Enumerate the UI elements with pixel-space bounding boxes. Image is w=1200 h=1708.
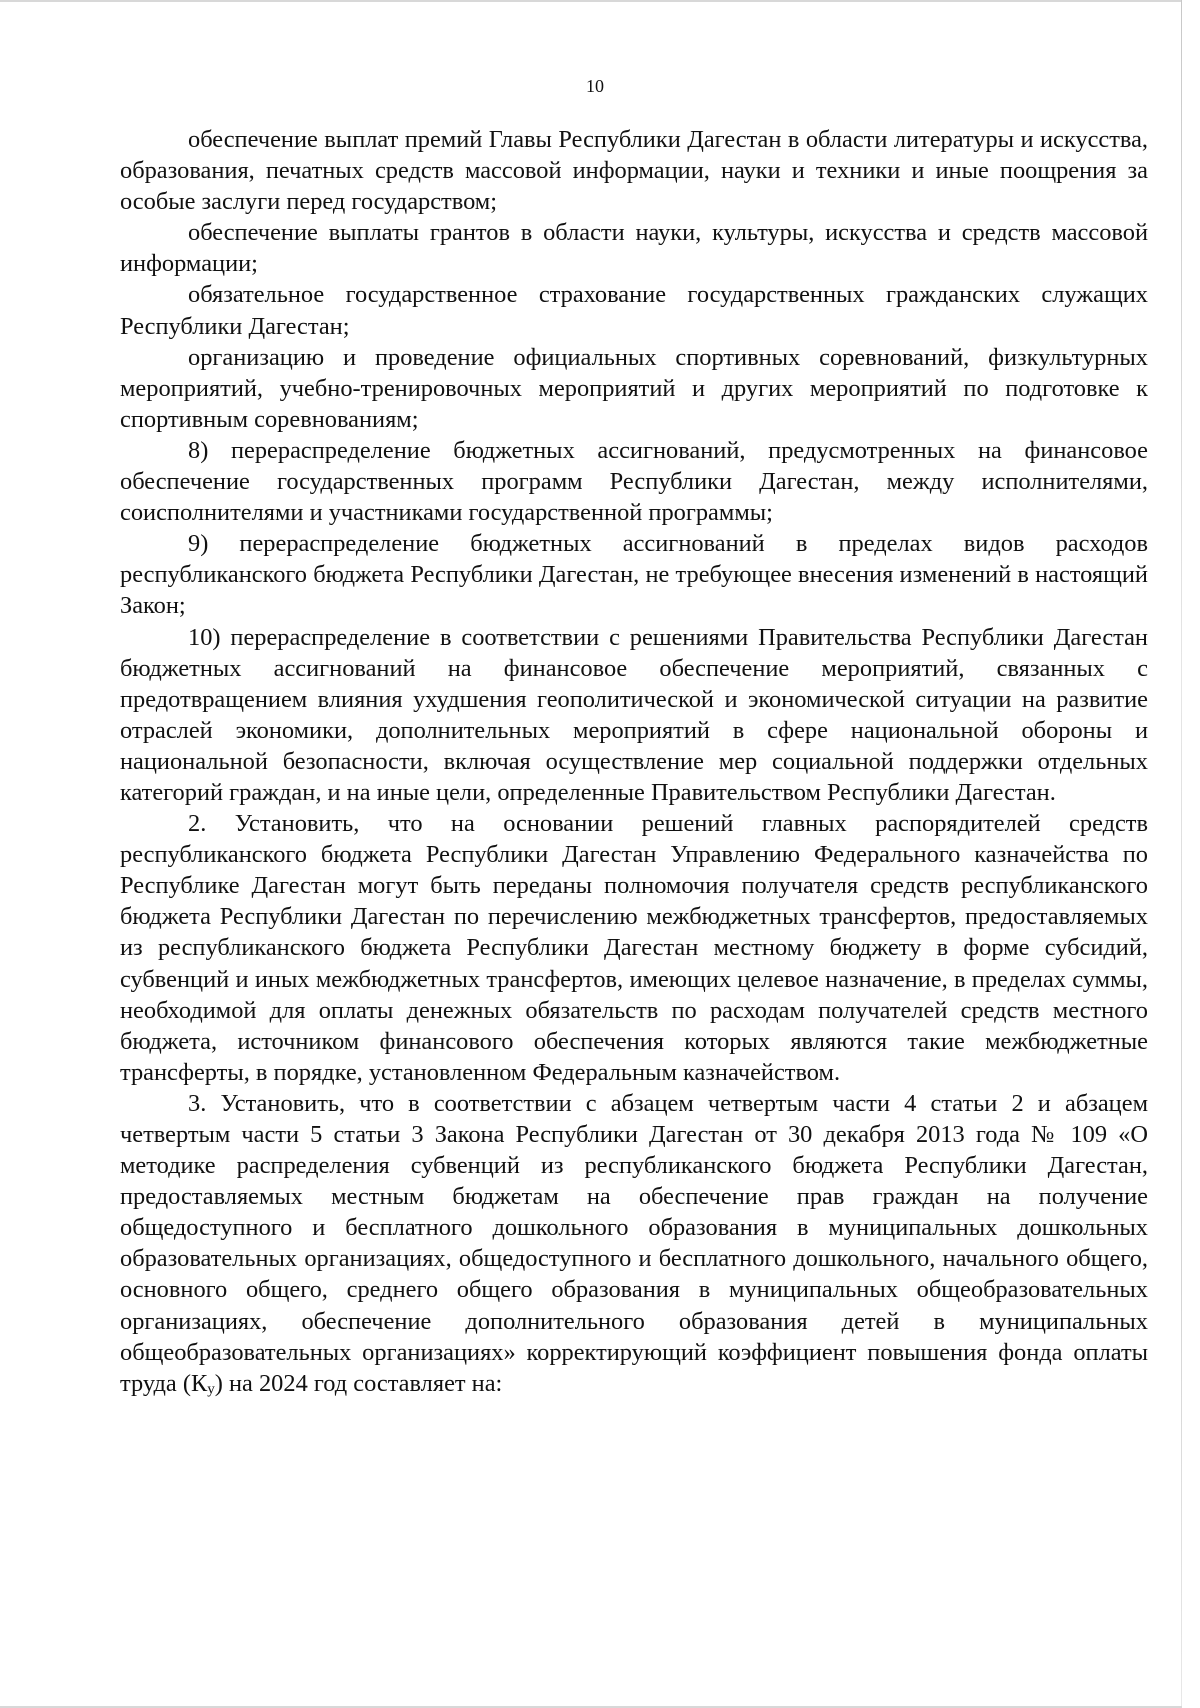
- scan-right-edge: [1181, 0, 1182, 1708]
- paragraph: обязательное государственное страхование государственных гражданских служащих Республики Дагестан;: [120, 281, 1148, 340]
- paragraph: организацию и проведение официальных спортивных соревнований, физкультурных мероприятий, учебно-тренировочных мероприятий и других мероприятий по подготовке к спортивным соревнованиям;: [120, 343, 1148, 433]
- final-text-before: 3. Установить, что в соответствии с абзацем четвертым части 4 статьи 2 и абзацем четвертым части 5 статьи 3 Закона Республики Дагестан от 30 декабря 2013 года № 109 «О методике распределения субвенций из республиканского бюджета Республики Дагестан, предоставляемых местным бюджетам на обеспечение прав граждан на получение общедоступного и бесплатного дошкольного образования в муниципальных дошкольных образовательных организациях, общедоступного и бесплатного дошкольного, начального общего, основного общего, среднего общего образования в муниципальных общеобразовательных организациях, обеспечение дополнительного образования детей в муниципальных общеобразовательных организациях» корректирующий коэффициент повышения фонда оплаты труда (К: [120, 1089, 1148, 1397]
- page-number: 10: [586, 76, 604, 96]
- paragraph: 2. Установить, что на основании решений главных распорядителей средств республиканского бюджета Республики Дагестан Управлению Федерального казначейства по Республике Дагестан могут быть переданы полномочия получателя средств республиканского бюджета Республики Дагестан по перечислению межбюджетных трансфертов, предоставляемых из республиканского бюджета Республики Дагестан местному бюджету в форме субсидий, субвенций и иных межбюджетных трансфертов, имеющих целевое назначение, в пределах суммы, необходимой для оплаты денежных обязательств по расходам получателей средств местного бюджета, источником финансового обеспечения которых являются такие межбюджетные трансферты, в порядке, установленном Федеральным казначейством.: [120, 810, 1148, 1086]
- scan-top-edge: [0, 0, 1182, 2]
- paragraph: обеспечение выплаты грантов в области науки, культуры, искусства и средств массовой информации;: [120, 219, 1148, 278]
- coefficient-subscript: у: [207, 1381, 215, 1398]
- paragraph-final: [120, 1088, 1148, 1399]
- paragraph: 9) перераспределение бюджетных ассигнований в пределах видов расходов республиканского бюджета Республики Дагестан, не требующее внесения изменений в настоящий Закон;: [120, 530, 1148, 620]
- paragraph: обеспечение выплат премий Главы Республики Дагестан в области литературы и искусства, образования, печатных средств массовой информации, науки и техники и иные поощрения за особые заслуги перед государством;: [120, 126, 1148, 216]
- document-body: [120, 124, 1148, 1399]
- paragraph: 8) перераспределение бюджетных ассигнований, предусмотренных на финансовое обеспечение государственных программ Республики Дагестан, между исполнителями, соисполнителями и участниками государственной программы;: [120, 436, 1148, 527]
- paragraph: 10) перераспределение в соответствии с решениями Правительства Республики Дагестан бюджетных ассигнований на финансовое обеспечение мероприятий, связанных с предотвращением влияния ухудшения геополитической и экономической ситуации на развитие отраслей экономики, дополнительных мероприятий в сфере национальной обороны и национальной безопасности, включая осуществление мер социальной поддержки отдельных категорий граждан, и на иные цели, определенные Правительством Республики Дагестан.: [120, 623, 1148, 806]
- final-text-after: ) на 2024 год составляет на:: [214, 1369, 503, 1397]
